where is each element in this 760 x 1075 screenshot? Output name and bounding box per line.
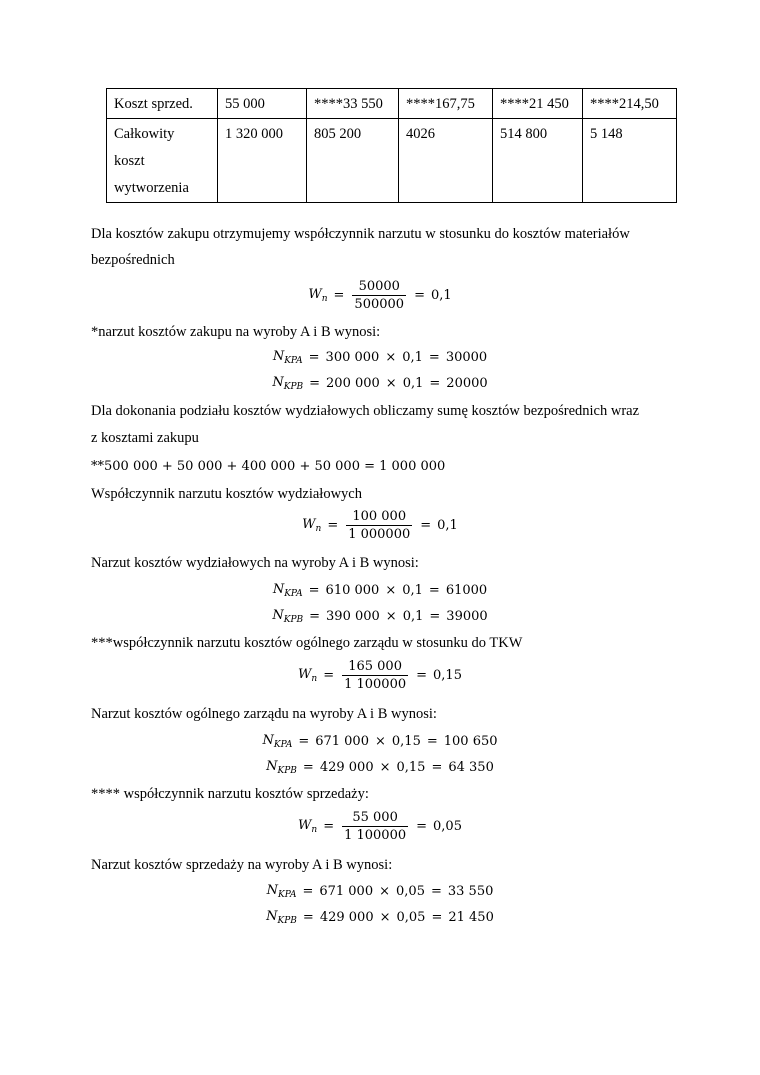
math-symbol: N [266,882,278,898]
fraction-numerator: 165 000 [348,659,402,674]
paragraph-text: **** współczynnik narzutu kosztów sprzedaży: [91,786,369,802]
paragraph-text: Narzut kosztów wydziałowych na wyroby A i B wynosi: [91,555,419,571]
equation-operand: 300 000 [325,349,380,365]
paragraph-text: ***współczynnik narzutu kosztów ogólnego zarządu w stosunku do TKW [91,635,523,651]
math-subscript: KPB [277,765,297,776]
equation-factor: 0,05 [396,883,425,899]
math-symbol: N [272,581,285,597]
table-cell: 514 800 [493,119,583,203]
table-cell: ****21 450 [493,89,583,119]
math-subscript: KPB [277,915,297,926]
equation-factor: 0,15 [391,733,421,749]
equation-wn-management: $W_n$ = $\frac{165 000}{1 100000}$ = 0,15 [298,659,462,692]
equation-operand: 671 000 [319,883,374,899]
equation-nkpb-departmental: $N_{KPB}$ = 390 000 × 0,1 = 39000 [272,607,488,625]
equation-operand: 429 000 [319,909,374,925]
math-subscript: KPB [283,381,304,392]
equation-result: 64 350 [448,759,494,775]
math-symbol: N [266,758,278,774]
equation-nkpb-purchase: $N_{KPB}$ = 200 000 × 0,1 = 20000 [272,374,488,392]
math-symbol: W [302,517,316,532]
paragraph-text: Dla kosztów zakupu otrzymujemy współczynnik narzutu w stosunku do kosztów materiałów [91,226,630,242]
equation-factor: 0,1 [402,608,424,624]
paragraph-text: Narzut kosztów ogólnego zarządu na wyroby A i B wynosi: [91,706,437,722]
equation-wn-departmental: $W_n$ = $\frac{100 000}{1 000000}$ = 0,1 [302,509,458,542]
math-symbol: N [272,348,285,364]
equation-wn-purchase: $W_n$ = $\frac{50000}{500000}$ = 0,1 [308,279,452,312]
math-symbol: W [308,287,322,302]
paragraph-text: Współczynnik narzutu kosztów wydziałowych [91,486,362,502]
cost-table [106,88,677,203]
math-subscript: n [321,294,328,304]
equation-result: 0,1 [437,518,458,533]
paragraph-text: bezpośrednich [91,252,175,268]
fraction-numerator: 50000 [358,279,400,294]
equation-factor: 0,05 [396,909,426,925]
equation-nkpa-departmental: $N_{KPA}$ = 610 000 × 0,1 = 61000 [272,581,488,599]
equation-operand: 671 000 [315,733,369,749]
math-symbol: W [298,818,312,833]
math-subscript: KPA [284,355,303,366]
fraction-denominator: 500000 [354,297,405,312]
math-symbol: N [272,607,284,623]
equation-nkpa-purchase: $N_{KPA}$ = 300 000 × 0,1 = 30000 [272,348,488,366]
equation-result: 0,1 [430,288,452,303]
table-cell: ****33 550 [307,89,399,119]
table-cell: 5 148 [583,119,677,203]
equation-operand: 390 000 [326,608,380,624]
table-cell: ****214,50 [583,89,677,119]
fraction-denominator: 1 000000 [348,527,411,542]
equation-wn-sales: $W_n$ = $\frac{55 000}{1 100000}$ = 0,05 [298,810,462,843]
math-subscript: n [315,524,322,534]
equation-nkpb-management: $N_{KPB}$ = 429 000 × 0,15 = 64 350 [266,758,494,776]
equation-nkpb-sales: $N_{KPB}$ = 429 000 × 0,05 = 21 450 [266,908,494,926]
equation-result: 33 550 [447,883,494,899]
equation-operand: 429 000 [319,759,374,775]
math-subscript: n [311,825,318,835]
paragraph-text: *narzut kosztów zakupu na wyroby A i B wynosi: [91,324,381,340]
fraction-denominator: 1 100000 [344,677,407,692]
equation-result: 39000 [446,608,488,624]
table-cell: Koszt sprzed. [107,89,218,119]
math-symbol: N [266,908,278,924]
math-subscript: KPA [277,889,297,900]
sum-equation: **500 000 + 50 000 + 400 000 + 50 000 = 1 000 000 [91,459,446,474]
math-symbol: N [262,732,274,748]
math-subscript: KPA [273,739,293,750]
table-cell: 55 000 [218,89,307,119]
equation-nkpa-sales: $N_{KPA}$ = 671 000 × 0,05 = 33 550 [266,882,494,900]
equation-factor: 0,1 [402,349,423,365]
equation-operand: 610 000 [325,582,380,598]
equation-result: 0,05 [433,819,462,834]
equation-factor: 0,15 [396,759,426,775]
math-symbol: N [272,374,284,390]
equation-nkpa-management: $N_{KPA}$ = 671 000 × 0,15 = 100 650 [262,732,498,750]
fraction-denominator: 1 100000 [344,828,407,843]
fraction-numerator: 55 000 [352,810,398,825]
equation-result: 21 450 [448,909,494,925]
fraction-numerator: 100 000 [352,509,407,524]
paragraph-text: Dla dokonania podziału kosztów wydziałowych obliczamy sumę kosztów bezpośrednich wraz [91,403,640,419]
equation-result: 20000 [446,375,488,391]
equation-factor: 0,1 [402,375,424,391]
math-subscript: KPA [284,588,303,599]
table-cell: Całkowity koszt wytworzenia [107,119,218,203]
paragraph-text: Narzut kosztów sprzedaży na wyroby A i B wynosi: [91,857,393,873]
table-cell: ****167,75 [399,89,493,119]
table-cell: 1 320 000 [218,119,307,203]
equation-factor: 0,1 [402,582,423,598]
equation-result: 0,15 [433,668,462,683]
table-cell: 4026 [399,119,493,203]
equation-result: 30000 [445,349,488,365]
table-cell: 805 200 [307,119,399,203]
math-subscript: KPB [283,614,304,625]
math-subscript: n [311,674,318,684]
equation-result: 61000 [445,582,488,598]
equation-result: 100 650 [443,733,498,749]
math-symbol: W [298,667,312,682]
equation-operand: 200 000 [326,375,380,391]
table-row [107,119,677,203]
paragraph-text: z kosztami zakupu [91,430,199,446]
table-row [107,89,677,119]
